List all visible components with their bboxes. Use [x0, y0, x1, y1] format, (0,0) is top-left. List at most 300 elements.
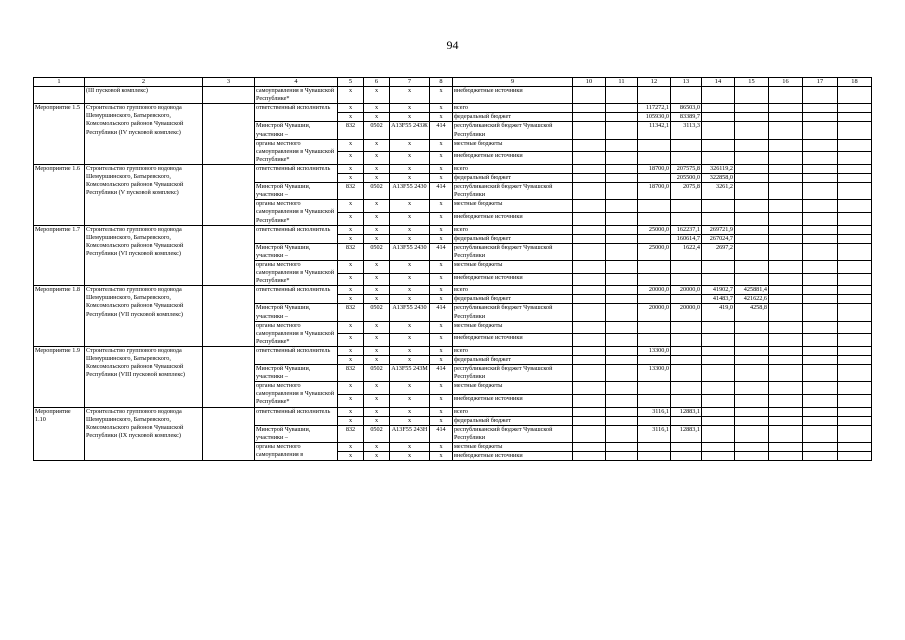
value-cell — [606, 346, 638, 355]
value-cell — [769, 416, 803, 425]
value-cell — [769, 304, 803, 321]
header-col-10: 10 — [573, 78, 606, 87]
code-cell: x — [430, 260, 453, 273]
value-cell: 269721,9 — [702, 225, 735, 234]
value-cell — [769, 321, 803, 334]
value-cell — [735, 321, 769, 334]
code-cell: x — [390, 452, 430, 461]
value-cell — [573, 104, 606, 113]
value-cell — [735, 416, 769, 425]
value-cell — [573, 113, 606, 122]
funding-source: всего — [453, 225, 573, 234]
header-col-6: 6 — [364, 78, 390, 87]
code-cell: x — [390, 234, 430, 243]
code-cell: x — [430, 212, 453, 225]
value-cell — [702, 334, 735, 347]
participant-role: Минстрой Чувашии, участники – — [255, 425, 338, 442]
value-cell: 2697,2 — [702, 243, 735, 260]
participant-role: органы местного самоуправления в Чувашской Республике* — [255, 260, 338, 285]
csr-code: A13F55 243Ж — [390, 122, 430, 139]
value-cell — [803, 164, 838, 173]
value-cell — [606, 122, 638, 139]
code-cell: x — [338, 139, 364, 152]
code-cell: x — [430, 164, 453, 173]
value-cell — [702, 87, 735, 104]
value-cell — [606, 425, 638, 442]
code-cell: x — [338, 87, 364, 104]
value-cell — [573, 425, 606, 442]
value-cell — [803, 234, 838, 243]
value-cell — [735, 356, 769, 365]
value-cell — [769, 382, 803, 395]
value-cell — [573, 164, 606, 173]
empty-cell — [203, 346, 255, 407]
measure-label: Мероприятие 1.9 — [34, 346, 85, 407]
code-cell: x — [364, 212, 390, 225]
value-cell: 18700,0 — [638, 183, 671, 200]
header-col-14: 14 — [702, 78, 735, 87]
value-cell — [606, 407, 638, 416]
value-cell — [671, 139, 702, 152]
value-cell — [735, 442, 769, 451]
value-cell — [702, 346, 735, 355]
code-cell: x — [390, 104, 430, 113]
measure-label: Мероприятие 1.10 — [34, 407, 85, 461]
value-cell: 20000,0 — [638, 304, 671, 321]
grbs-code: 832 — [338, 425, 364, 442]
code-cell: x — [364, 273, 390, 286]
executor-role: самоуправления в Чувашской Республике* — [255, 87, 338, 104]
value-cell — [671, 452, 702, 461]
value-cell: 326119,2 — [702, 164, 735, 173]
value-cell — [606, 183, 638, 200]
value-cell — [671, 273, 702, 286]
funding-source: республиканский бюджет Чувашской Республики — [453, 304, 573, 321]
value-cell — [735, 113, 769, 122]
value-cell — [606, 286, 638, 295]
value-cell — [769, 394, 803, 407]
value-cell — [735, 382, 769, 395]
value-cell — [803, 286, 838, 295]
value-cell — [803, 356, 838, 365]
code-cell: x — [338, 212, 364, 225]
value-cell — [803, 394, 838, 407]
value-cell — [735, 122, 769, 139]
code-cell: x — [338, 113, 364, 122]
value-cell — [769, 225, 803, 234]
value-cell: 421622,6 — [735, 295, 769, 304]
value-cell: 205500,0 — [671, 174, 702, 183]
code-cell: x — [390, 442, 430, 451]
value-cell: 11342,1 — [638, 122, 671, 139]
page-number: 94 — [446, 38, 459, 52]
funding-source: внебюджетные источники — [453, 273, 573, 286]
code-cell: x — [390, 113, 430, 122]
value-cell — [769, 87, 803, 104]
csr-code: A13F55 243H — [390, 425, 430, 442]
code-cell: x — [430, 174, 453, 183]
value-cell — [573, 174, 606, 183]
value-cell — [838, 304, 872, 321]
funding-source: федеральный бюджет — [453, 416, 573, 425]
measure-name: Строительство группового водовода Шемуршинского, Батыревского, Комсомольского районов Чувашской Республики (VIII пусковой комплекс) — [85, 346, 203, 407]
value-cell — [769, 286, 803, 295]
value-cell — [803, 442, 838, 451]
code-cell: x — [338, 321, 364, 334]
code-cell: x — [338, 286, 364, 295]
code-cell: x — [430, 113, 453, 122]
participant-role: органы местного самоуправления в Чувашской Республике* — [255, 139, 338, 164]
value-cell — [838, 382, 872, 395]
funding-source: федеральный бюджет — [453, 295, 573, 304]
table-row — [34, 104, 872, 113]
rzpr-code: 0502 — [364, 365, 390, 382]
value-cell — [671, 416, 702, 425]
value-cell — [769, 452, 803, 461]
participant-role: органы местного самоуправления в — [255, 442, 338, 460]
vr-code: 414 — [430, 183, 453, 200]
value-cell — [803, 416, 838, 425]
value-cell — [838, 286, 872, 295]
value-cell — [769, 234, 803, 243]
value-cell — [769, 407, 803, 416]
value-cell — [769, 425, 803, 442]
header-col-11: 11 — [606, 78, 638, 87]
table-row — [34, 286, 872, 295]
value-cell — [735, 243, 769, 260]
value-cell — [606, 260, 638, 273]
value-cell: 86503,0 — [671, 104, 702, 113]
value-cell — [769, 164, 803, 173]
value-cell: 12883,1 — [671, 407, 702, 416]
value-cell — [606, 273, 638, 286]
measure-name: Строительство группового водовода Шемуршинского, Батыревского, Комсомольского районов Чувашской Республики (VI пусковой комплекс) — [85, 225, 203, 286]
funding-source: федеральный бюджет — [453, 113, 573, 122]
code-cell: x — [430, 139, 453, 152]
csr-code: A13F55 2430 — [390, 304, 430, 321]
code-cell: x — [390, 200, 430, 213]
value-cell — [838, 243, 872, 260]
code-cell: x — [364, 164, 390, 173]
code-cell: x — [338, 295, 364, 304]
value-cell — [735, 139, 769, 152]
value-cell — [606, 104, 638, 113]
code-cell: x — [364, 234, 390, 243]
value-cell: 41902,7 — [702, 286, 735, 295]
value-cell — [735, 346, 769, 355]
value-cell — [702, 356, 735, 365]
code-cell: x — [430, 295, 453, 304]
value-cell — [606, 416, 638, 425]
value-cell — [735, 407, 769, 416]
rzpr-code: 0502 — [364, 243, 390, 260]
value-cell: 162237,1 — [671, 225, 702, 234]
value-cell — [671, 346, 702, 355]
header-col-18: 18 — [838, 78, 872, 87]
rzpr-code: 0502 — [364, 304, 390, 321]
value-cell — [638, 394, 671, 407]
value-cell — [838, 152, 872, 165]
value-cell — [573, 183, 606, 200]
value-cell — [671, 365, 702, 382]
code-cell: x — [338, 273, 364, 286]
funding-source: республиканский бюджет Чувашской Республики — [453, 122, 573, 139]
header-col-3: 3 — [203, 78, 255, 87]
value-cell — [769, 365, 803, 382]
code-cell: x — [338, 346, 364, 355]
executor-role: ответственный исполнитель — [255, 164, 338, 182]
header-col-13: 13 — [671, 78, 702, 87]
code-cell: x — [338, 442, 364, 451]
value-cell — [803, 113, 838, 122]
value-cell — [735, 234, 769, 243]
value-cell — [769, 346, 803, 355]
value-cell — [606, 200, 638, 213]
value-cell — [803, 334, 838, 347]
participant-role: органы местного самоуправления в Чувашской Республике* — [255, 321, 338, 346]
funding-source: республиканский бюджет Чувашской Республики — [453, 183, 573, 200]
code-cell: x — [338, 334, 364, 347]
code-cell: x — [364, 113, 390, 122]
code-cell: x — [430, 382, 453, 395]
code-cell: x — [390, 295, 430, 304]
value-cell — [702, 200, 735, 213]
value-cell — [803, 87, 838, 104]
value-cell — [769, 243, 803, 260]
value-cell — [803, 104, 838, 113]
value-cell: 267024,7 — [702, 234, 735, 243]
value-cell: 1622,4 — [671, 243, 702, 260]
code-cell: x — [364, 346, 390, 355]
header-col-12: 12 — [638, 78, 671, 87]
code-cell: x — [430, 225, 453, 234]
value-cell — [573, 295, 606, 304]
value-cell — [638, 295, 671, 304]
code-cell: x — [430, 104, 453, 113]
code-cell: x — [338, 416, 364, 425]
measure-label-cell — [34, 87, 85, 104]
value-cell — [838, 295, 872, 304]
empty-cell — [203, 164, 255, 225]
table-row — [34, 164, 872, 173]
value-cell — [803, 407, 838, 416]
code-cell: x — [364, 382, 390, 395]
code-cell: x — [430, 407, 453, 416]
code-cell: x — [364, 321, 390, 334]
value-cell — [769, 295, 803, 304]
value-cell — [573, 452, 606, 461]
vr-code: 414 — [430, 243, 453, 260]
value-cell: 322858,0 — [702, 174, 735, 183]
grbs-code: 832 — [338, 304, 364, 321]
code-cell: x — [390, 394, 430, 407]
executor-role: ответственный исполнитель — [255, 286, 338, 304]
code-cell: x — [364, 452, 390, 461]
grbs-code: 832 — [338, 243, 364, 260]
code-cell: x — [430, 286, 453, 295]
funding-source: всего — [453, 346, 573, 355]
code-cell: x — [364, 416, 390, 425]
table-row — [34, 225, 872, 234]
value-cell — [803, 346, 838, 355]
value-cell — [606, 321, 638, 334]
value-cell — [573, 356, 606, 365]
value-cell: 83389,7 — [671, 113, 702, 122]
executor-role: ответственный исполнитель — [255, 346, 338, 364]
value-cell — [838, 225, 872, 234]
value-cell — [671, 382, 702, 395]
code-cell: x — [390, 87, 430, 104]
value-cell — [573, 304, 606, 321]
participant-role: Минстрой Чувашии, участники – — [255, 243, 338, 260]
value-cell: 105930,0 — [638, 113, 671, 122]
header-col-7: 7 — [390, 78, 430, 87]
value-cell — [606, 212, 638, 225]
value-cell — [803, 200, 838, 213]
value-cell — [838, 139, 872, 152]
value-cell — [638, 321, 671, 334]
code-cell: x — [364, 139, 390, 152]
value-cell — [671, 200, 702, 213]
funding-source: республиканский бюджет Чувашской Республики — [453, 243, 573, 260]
value-cell — [573, 139, 606, 152]
value-cell — [573, 382, 606, 395]
code-cell: x — [390, 416, 430, 425]
empty-cell — [203, 286, 255, 347]
value-cell — [838, 113, 872, 122]
value-cell: 12883,1 — [671, 425, 702, 442]
code-cell: x — [364, 225, 390, 234]
code-cell: x — [430, 416, 453, 425]
value-cell — [735, 152, 769, 165]
value-cell — [606, 356, 638, 365]
code-cell: x — [338, 174, 364, 183]
code-cell: x — [390, 334, 430, 347]
code-cell: x — [390, 273, 430, 286]
value-cell — [803, 365, 838, 382]
code-cell: x — [364, 407, 390, 416]
value-cell — [838, 365, 872, 382]
value-cell — [702, 104, 735, 113]
value-cell — [606, 365, 638, 382]
funding-source: федеральный бюджет — [453, 174, 573, 183]
value-cell — [803, 122, 838, 139]
value-cell — [702, 382, 735, 395]
value-cell — [838, 212, 872, 225]
header-col-1: 1 — [34, 78, 85, 87]
value-cell — [735, 425, 769, 442]
value-cell — [573, 87, 606, 104]
value-cell — [769, 260, 803, 273]
code-cell: x — [430, 200, 453, 213]
code-cell: x — [430, 442, 453, 451]
code-cell: x — [390, 212, 430, 225]
code-cell: x — [390, 139, 430, 152]
participant-role: Минстрой Чувашии, участники – — [255, 304, 338, 321]
value-cell — [735, 183, 769, 200]
rzpr-code: 0502 — [364, 425, 390, 442]
value-cell: 25000,0 — [638, 243, 671, 260]
code-cell: x — [390, 346, 430, 355]
value-cell — [702, 321, 735, 334]
measure-name: Строительство группового водовода Шемуршинского, Батыревского, Комсомольского районов Чувашской Республики (IX пусковой комплекс) — [85, 407, 203, 461]
code-cell: x — [430, 152, 453, 165]
code-cell: x — [364, 295, 390, 304]
value-cell — [606, 394, 638, 407]
value-cell — [573, 260, 606, 273]
value-cell — [735, 164, 769, 173]
value-cell — [671, 394, 702, 407]
value-cell — [573, 346, 606, 355]
csr-code: A13F55 2430 — [390, 243, 430, 260]
value-cell — [838, 260, 872, 273]
value-cell — [735, 225, 769, 234]
participant-role: Минстрой Чувашии, участники – — [255, 183, 338, 200]
header-col-15: 15 — [735, 78, 769, 87]
rzpr-code: 0502 — [364, 122, 390, 139]
value-cell — [735, 104, 769, 113]
value-cell — [638, 452, 671, 461]
value-cell — [838, 122, 872, 139]
value-cell — [638, 334, 671, 347]
value-cell — [573, 122, 606, 139]
funding-source: республиканский бюджет Чувашской Республики — [453, 425, 573, 442]
table-row — [34, 87, 872, 104]
value-cell: 425881,4 — [735, 286, 769, 295]
value-cell — [735, 365, 769, 382]
value-cell — [638, 273, 671, 286]
value-cell — [573, 286, 606, 295]
value-cell — [606, 304, 638, 321]
value-cell: 20000,0 — [671, 304, 702, 321]
funding-source: всего — [453, 286, 573, 295]
value-cell — [838, 334, 872, 347]
value-cell — [769, 442, 803, 451]
value-cell — [735, 200, 769, 213]
measure-label: Мероприятие 1.7 — [34, 225, 85, 286]
value-cell — [803, 139, 838, 152]
value-cell — [769, 212, 803, 225]
code-cell: x — [390, 225, 430, 234]
value-cell — [671, 152, 702, 165]
executor-role: ответственный исполнитель — [255, 225, 338, 243]
funding-source: местные бюджеты — [453, 442, 573, 451]
funding-source: внебюджетные источники — [453, 452, 573, 461]
code-cell: x — [430, 452, 453, 461]
code-cell: x — [338, 234, 364, 243]
value-cell — [573, 416, 606, 425]
code-cell: x — [430, 321, 453, 334]
code-cell: x — [430, 234, 453, 243]
value-cell — [638, 442, 671, 451]
value-cell — [769, 356, 803, 365]
value-cell — [638, 382, 671, 395]
table-row — [34, 407, 872, 416]
value-cell — [702, 122, 735, 139]
value-cell — [803, 183, 838, 200]
code-cell: x — [430, 356, 453, 365]
value-cell — [838, 104, 872, 113]
measure-label: Мероприятие 1.8 — [34, 286, 85, 347]
value-cell — [702, 260, 735, 273]
value-cell: 20000,0 — [671, 286, 702, 295]
value-cell — [671, 87, 702, 104]
code-cell: x — [364, 394, 390, 407]
vr-code: 414 — [430, 365, 453, 382]
value-cell — [573, 334, 606, 347]
empty-cell — [203, 87, 255, 104]
code-cell: x — [430, 273, 453, 286]
